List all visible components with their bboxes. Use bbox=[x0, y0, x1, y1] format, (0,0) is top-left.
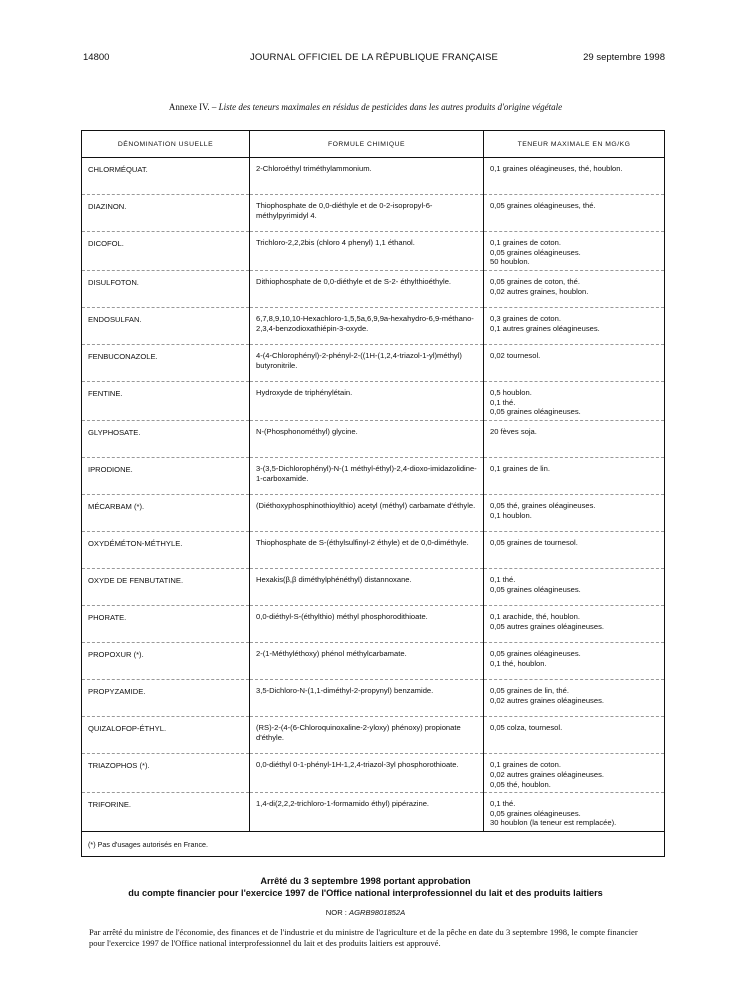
decree-title-line: Arrêté du 3 septembre 1998 portant approbation bbox=[260, 876, 471, 886]
max-tolerance bbox=[484, 754, 665, 793]
chemical-formula: (Diéthoxyphosphinothioylthio) acetyl (méthyl) carbamate d'éthyle. bbox=[250, 495, 484, 532]
table-row bbox=[82, 754, 665, 793]
chemical-formula: 4-(4-Chlorophényl)-2-phényl-2-((1H-(1,2,4-triazol-1-yl)méthyl) butyronitrile. bbox=[250, 345, 484, 382]
pesticide-name: PROPOXUR (*). bbox=[82, 643, 250, 680]
max-tolerance bbox=[484, 270, 665, 307]
table-row bbox=[82, 643, 665, 680]
tolerance-line: 0,1 houblon. bbox=[490, 510, 532, 520]
column-header-formula: FORMULE CHIMIQUE bbox=[250, 131, 484, 158]
max-tolerance bbox=[484, 420, 665, 457]
pesticide-name: DICOFOL. bbox=[82, 232, 250, 271]
column-header-name: DÉNOMINATION USUELLE bbox=[82, 131, 250, 158]
pesticide-residue-table bbox=[81, 130, 665, 857]
pesticide-name: DIAZINON. bbox=[82, 195, 250, 232]
tolerance-line: 0,1 autres graines oléagineuses. bbox=[490, 323, 600, 333]
table-footnote-row bbox=[82, 832, 665, 857]
pesticide-name: DISULFOTON. bbox=[82, 270, 250, 307]
tolerance-line: 0,02 autres graines, houblon. bbox=[490, 286, 589, 296]
pesticide-name: OXYDE DE FENBUTATINE. bbox=[82, 569, 250, 606]
tolerance-line: 30 houblon (la teneur est remplacée). bbox=[490, 818, 617, 828]
max-tolerance bbox=[484, 717, 665, 754]
decree-title bbox=[0, 876, 731, 899]
table-row bbox=[82, 270, 665, 307]
pesticide-name: OXYDÉMÉTON-MÉTHYLE. bbox=[82, 532, 250, 569]
table-row bbox=[82, 308, 665, 345]
tolerance-line: 50 houblon. bbox=[490, 257, 530, 267]
tolerance-line: 0,1 arachide, thé, houblon. bbox=[490, 612, 580, 622]
max-tolerance bbox=[484, 643, 665, 680]
chemical-formula: 3,5-Dichloro-N-(1,1-diméthyl-2-propynyl) benzamide. bbox=[250, 680, 484, 717]
max-tolerance bbox=[484, 158, 665, 195]
decree-body: Par arrêté du ministre de l'économie, des finances et de l'industrie et du ministre de l'agriculture et de la pêche en date du 3 septembre 1998, le compte financier pour l'exercice 1997 de l'Office national interprofessionnel du lait et des produits laitiers est approuvé. bbox=[89, 927, 638, 948]
max-tolerance bbox=[484, 793, 665, 832]
tolerance-line: 0,05 colza, tournesol. bbox=[490, 723, 563, 733]
chemical-formula: 1,4-di(2,2,2-trichloro-1-formamido éthyl) pipérazine. bbox=[250, 793, 484, 832]
tolerance-line: 0,1 graines oléagineuses, thé, houblon. bbox=[490, 164, 623, 173]
pesticide-name: PROPYZAMIDE. bbox=[82, 680, 250, 717]
chemical-formula: 0,0-diéthyl-S-(éthylthio) méthyl phosphorodithioate. bbox=[250, 606, 484, 643]
tolerance-line: 0,1 thé. bbox=[490, 575, 516, 585]
max-tolerance bbox=[484, 680, 665, 717]
publication-date: 29 septembre 1998 bbox=[583, 52, 665, 63]
table-header-row bbox=[82, 131, 665, 158]
pesticide-name: TRIFORINE. bbox=[82, 793, 250, 832]
table-row bbox=[82, 382, 665, 421]
pesticide-name: MÉCARBAM (*). bbox=[82, 495, 250, 532]
max-tolerance bbox=[484, 232, 665, 271]
pesticide-name: IPRODIONE. bbox=[82, 458, 250, 495]
table-row bbox=[82, 345, 665, 382]
chemical-formula: Trichloro-2,2,2bis (chloro 4 phenyl) 1,1 éthanol. bbox=[250, 232, 484, 271]
pesticide-name: FENBUCONAZOLE. bbox=[82, 345, 250, 382]
max-tolerance bbox=[484, 195, 665, 232]
page-number: 14800 bbox=[83, 52, 110, 63]
table-row bbox=[82, 793, 665, 832]
tolerance-line: 0,02 autres graines oléagineuses. bbox=[490, 695, 604, 705]
tolerance-line: 0,05 thé, graines oléagineuses. bbox=[490, 501, 596, 511]
decree-title-line: du compte financier pour l'exercice 1997 de l'Office national interprofessionnel du lait et des produits laitiers bbox=[128, 887, 603, 898]
table-footnote: (*) Pas d'usages autorisés en France. bbox=[82, 832, 665, 857]
table-row bbox=[82, 495, 665, 532]
pesticide-name: FENTINE. bbox=[82, 382, 250, 421]
tolerance-line: 0,02 tournesol. bbox=[490, 351, 541, 361]
chemical-formula: 0,0-diéthyl 0-1-phényl-1H-1,2,4-triazol-3yl phosphorothioate. bbox=[250, 754, 484, 793]
pesticide-name: CHLORMÉQUAT. bbox=[82, 158, 250, 195]
tolerance-line: 0,05 graines oléagineuses. bbox=[490, 407, 581, 417]
tolerance-line: 0,1 graines de lin. bbox=[490, 464, 550, 474]
tolerance-line: 0,05 graines oléagineuses, thé. bbox=[490, 201, 596, 211]
page-header bbox=[83, 52, 665, 66]
table-row bbox=[82, 569, 665, 606]
pesticide-name: PHORATE. bbox=[82, 606, 250, 643]
tolerance-line: 0,1 thé. bbox=[490, 397, 516, 407]
annex-label: Annexe IV. – bbox=[168, 102, 217, 112]
chemical-formula: Dithiophosphate de 0,0-diéthyle et de S-2- éthylthioéthyle. bbox=[250, 270, 484, 307]
pesticide-name: ENDOSULFAN. bbox=[82, 308, 250, 345]
table-row bbox=[82, 717, 665, 754]
column-header-tolerance: TENEUR MAXIMALE EN MG/KG bbox=[484, 131, 665, 158]
chemical-formula: Thiophosphate de S-(éthylsulfinyl-2 éthyle) et de 0,0-diméthyle. bbox=[250, 532, 484, 569]
max-tolerance bbox=[484, 345, 665, 382]
nor-code: AGRB9801852A bbox=[349, 908, 406, 917]
max-tolerance bbox=[484, 532, 665, 569]
chemical-formula: N-(Phosphonométhyl) glycine. bbox=[250, 420, 484, 457]
tolerance-line: 0,3 graines de coton. bbox=[490, 314, 561, 324]
tolerance-line: 20 fèves soja. bbox=[490, 426, 537, 436]
nor-label: NOR : bbox=[325, 908, 347, 917]
chemical-formula: 3-(3,5-Dichlorophényl)-N-(1 méthyl-éthyl)-2,4-dioxo-imidazolidine-1-carboxamide. bbox=[250, 458, 484, 495]
table-row bbox=[82, 458, 665, 495]
tolerance-line: 0,05 graines de tournesol. bbox=[490, 538, 578, 548]
pesticide-name: GLYPHOSATE. bbox=[82, 420, 250, 457]
chemical-formula: 2-Chloroéthyl triméthylammonium. bbox=[250, 158, 484, 195]
tolerance-line: 0,05 thé, houblon. bbox=[490, 779, 551, 789]
tolerance-line: 0,1 graines de coton. bbox=[490, 238, 561, 248]
table-row bbox=[82, 232, 665, 271]
table-row bbox=[82, 532, 665, 569]
chemical-formula: (RS)-2-(4-(6-Chloroquinoxaline-2-yloxy) phénoxy) propionate d'éthyle. bbox=[250, 717, 484, 754]
table-row bbox=[82, 195, 665, 232]
tolerance-line: 0,05 graines de coton, thé. bbox=[490, 276, 580, 286]
chemical-formula: Thiophosphate de 0,0-diéthyle et de 0-2-isopropyl-6-méthylpyrimidyl 4. bbox=[250, 195, 484, 232]
tolerance-line: 0,1 graines de coton. bbox=[490, 760, 561, 770]
max-tolerance bbox=[484, 569, 665, 606]
chemical-formula: Hydroxyde de triphénylétain. bbox=[250, 382, 484, 421]
annex-description: Liste des teneurs maximales en résidus de pesticides dans les autres produits d'origine végétale bbox=[218, 102, 563, 112]
tolerance-line: 0,05 graines oléagineuses. bbox=[490, 584, 581, 594]
annex-title bbox=[0, 102, 731, 112]
nor-reference bbox=[0, 908, 731, 917]
tolerance-line: 0,05 graines oléagineuses. bbox=[490, 808, 581, 818]
max-tolerance bbox=[484, 382, 665, 421]
journal-title: JOURNAL OFFICIEL DE LA RÉPUBLIQUE FRANÇAISE bbox=[249, 52, 499, 63]
max-tolerance bbox=[484, 606, 665, 643]
tolerance-line: 0,05 graines de lin, thé. bbox=[490, 686, 569, 696]
tolerance-line: 0,1 thé, houblon. bbox=[490, 658, 547, 668]
max-tolerance bbox=[484, 308, 665, 345]
tolerance-line: 0,05 graines oléagineuses. bbox=[490, 649, 581, 659]
table-row bbox=[82, 680, 665, 717]
pesticide-name: QUIZALOFOP-ÉTHYL. bbox=[82, 717, 250, 754]
table-body bbox=[82, 158, 665, 857]
max-tolerance bbox=[484, 495, 665, 532]
tolerance-line: 0,02 autres graines oléagineuses. bbox=[490, 770, 604, 779]
table-row bbox=[82, 158, 665, 195]
chemical-formula: Hexakis(β,β diméthylphénéthyl) distannoxane. bbox=[250, 569, 484, 606]
tolerance-line: 0,05 graines oléagineuses. bbox=[490, 247, 581, 257]
tolerance-line: 0,05 autres graines oléagineuses. bbox=[490, 621, 604, 631]
chemical-formula: 2-(1-Méthyléthoxy) phénol méthylcarbamate. bbox=[250, 643, 484, 680]
tolerance-line: 0,1 thé. bbox=[490, 799, 516, 809]
max-tolerance bbox=[484, 458, 665, 495]
table-row bbox=[82, 420, 665, 457]
table-row bbox=[82, 606, 665, 643]
chemical-formula: 6,7,8,9,10,10-Hexachloro-1,5,5a,6,9,9a-hexahydro-6,9-méthano-2,3,4-benzodioxathiépin-3-oxyde. bbox=[250, 308, 484, 345]
pesticide-name: TRIAZOPHOS (*). bbox=[82, 754, 250, 793]
tolerance-line: 0,5 houblon. bbox=[490, 388, 532, 398]
